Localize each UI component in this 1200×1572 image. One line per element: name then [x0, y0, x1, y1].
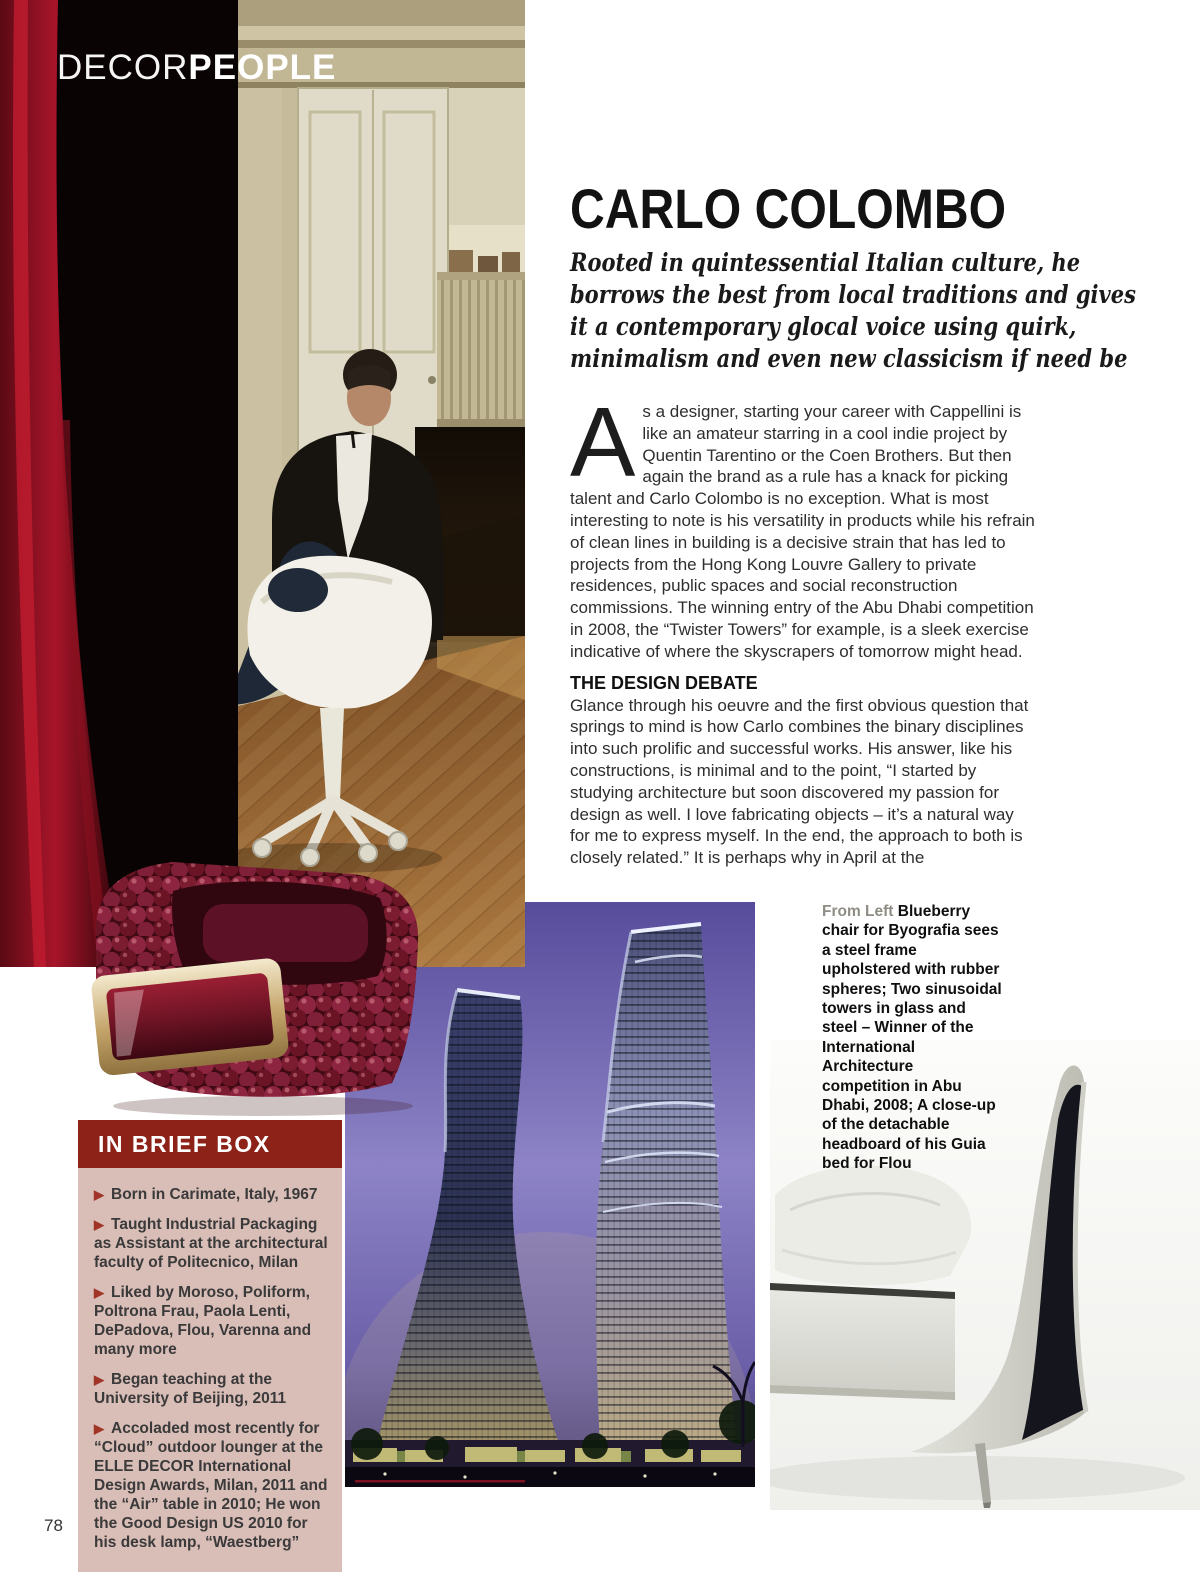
- drop-cap: A: [570, 387, 636, 497]
- section-header: [57, 48, 336, 88]
- standfirst-line: borrows the best from local traditions and gives: [570, 280, 1136, 309]
- bullet-triangle-icon: ▶: [94, 1217, 104, 1232]
- brief-item-text: Accoladed most recently for “Cloud” outdoor lounger at the ELLE DECOR International Design Awards, Milan, 2011 and the “Air” table in 2010; He won the Good Design US 2010 for his desk lamp, “Waestberg”: [94, 1420, 328, 1551]
- portrait-photo: [0, 0, 525, 967]
- blueberry-chair-illustration: [78, 846, 440, 1118]
- caption-text: Blueberry chair for Byografia sees a steel frame upholstered with rubber spheres; Two sinusoidal towers in glass and steel – Winner of the International Architecture competition in Abu Dhabi, 2008; A close-up of the detachable headboard of his Guia bed for Flou: [822, 903, 1002, 1173]
- brief-item: [94, 1215, 329, 1272]
- in-brief-box-title: IN BRIEF BOX: [78, 1120, 342, 1168]
- photo-caption: [822, 902, 1002, 1174]
- section-header-bold: PEOPLE: [188, 48, 337, 87]
- brief-item-text: Taught Industrial Packaging as Assistant at the architectural faculty of Politecnico, Milan: [94, 1216, 328, 1271]
- in-brief-box-body: [78, 1168, 342, 1572]
- brief-item: [94, 1283, 329, 1359]
- brief-item: [94, 1185, 329, 1204]
- standfirst-line: Rooted in quintessential Italian culture, he: [570, 248, 1081, 277]
- caption-lead: From Left: [822, 903, 894, 920]
- brief-item-text: Began teaching at the University of Beijing, 2011: [94, 1371, 287, 1407]
- bullet-triangle-icon: ▶: [94, 1372, 104, 1387]
- in-brief-box: [78, 1120, 342, 1572]
- brief-item-text: Liked by Moroso, Poliform, Poltrona Frau, Paola Lenti, DePadova, Flou, Varenna and many more: [94, 1284, 312, 1358]
- section-header-light: DECOR: [57, 48, 189, 87]
- paragraph-1-text: s a designer, starting your career with Cappellini is like an amateur starring in a cool indie project by Quentin Tarentino or the Coen Brothers. But then again the brand as a rule has a knack for picking talent and Carlo Colombo is no exception. What is most interesting to note is his versatility in products while his refrain of clean lines in building is a decisive strain that has led to projects from the Hong Kong Louvre Gallery to private residences, public spaces and social reconstruction commissions. The winning entry of the Abu Dhabi competition in 2008, the “Twister Towers” for example, is a sleek exercise indicative of where the skyscrapers of tomorrow might head.: [570, 402, 1035, 661]
- standfirst-line: minimalism and even new classicism if need be: [570, 344, 1128, 373]
- article-column: [570, 177, 1136, 869]
- brief-item-text: Born in Carimate, Italy, 1967: [111, 1186, 318, 1203]
- article-paragraph-2: Glance through his oeuvre and the first obvious question that springs to mind is how Carlo combines the binary disciplines into such prolific and successful works. His answer, like his constructions, is minimal and to the point, “I started by studying architecture but soon discovered my passion for design as well. I love fabricating objects – it’s a natural way for me to express myself. In the end, the approach to both is closely related.” It is perhaps why in April at the: [570, 695, 1029, 868]
- blueberry-chair-photo: [78, 846, 440, 1118]
- bullet-triangle-icon: ▶: [94, 1421, 104, 1436]
- bullet-triangle-icon: ▶: [94, 1285, 104, 1300]
- standfirst-line: it a contemporary glocal voice using quirk,: [570, 312, 1077, 341]
- page-number: 78: [44, 1516, 63, 1535]
- article-subheading: THE DESIGN DEBATE: [570, 672, 758, 693]
- brief-item: [94, 1419, 329, 1552]
- brief-item: [94, 1370, 329, 1408]
- article-standfirst: [570, 247, 1136, 375]
- article-title: CARLO COLOMBO: [570, 177, 1007, 240]
- portrait-illustration: [0, 0, 525, 967]
- bullet-triangle-icon: ▶: [94, 1187, 104, 1202]
- article-paragraph-1: [570, 387, 1035, 663]
